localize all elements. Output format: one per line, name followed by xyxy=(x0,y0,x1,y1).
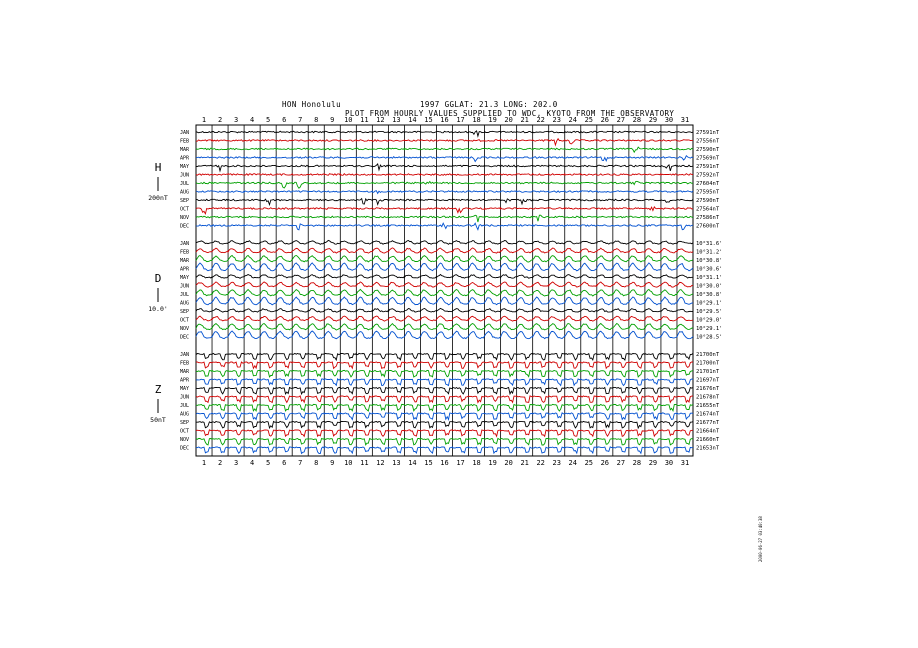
day-label-bottom: 22 xyxy=(536,459,545,467)
month-label: FEB xyxy=(180,138,190,145)
day-label-top: 29 xyxy=(648,116,658,124)
day-label-top: 26 xyxy=(600,116,610,124)
month-label: JUL xyxy=(180,403,190,409)
month-label: NOV xyxy=(180,215,190,221)
month-label: FEB xyxy=(180,360,190,367)
month-label: APR xyxy=(180,377,190,384)
day-label-bottom: 1 xyxy=(201,459,207,467)
day-label-top: 27 xyxy=(616,116,626,124)
day-label-bottom: 19 xyxy=(488,459,497,467)
trace-D-NOV xyxy=(196,324,693,331)
day-label-top: 7 xyxy=(298,116,303,124)
day-label-top: 2 xyxy=(217,116,223,124)
trace-Z-AUG xyxy=(196,413,693,420)
baseline-label: 21700nT xyxy=(696,352,720,358)
day-label-bottom: 25 xyxy=(584,459,594,467)
baseline-label: 10°30.0' xyxy=(696,283,723,290)
baseline-label: 10°29.5' xyxy=(696,309,723,315)
month-label: JAN xyxy=(180,130,190,136)
day-label-bottom: 13 xyxy=(392,459,401,467)
trace-H-MAY xyxy=(196,164,693,171)
month-label: AUG xyxy=(180,411,190,418)
baseline-label: 21697nT xyxy=(696,377,720,384)
trace-Z-DEC xyxy=(196,447,693,454)
month-label: AUG xyxy=(180,189,190,196)
month-label: JUN xyxy=(180,172,190,179)
trace-D-APR xyxy=(196,263,693,271)
day-label-top: 17 xyxy=(456,116,465,124)
day-label-top: 18 xyxy=(472,116,481,124)
day-label-bottom: 6 xyxy=(282,459,287,467)
month-label: SEP xyxy=(180,198,190,204)
baseline-label: 27591nT xyxy=(696,164,720,170)
component-label: D xyxy=(154,272,162,285)
day-label-bottom: 30 xyxy=(664,459,674,467)
scale-label: 10.0' xyxy=(148,305,168,313)
day-label-top: 4 xyxy=(250,116,255,124)
scale-label: 200nT xyxy=(148,194,168,202)
baseline-label: 27600nT xyxy=(696,223,720,230)
month-label: OCT xyxy=(180,317,190,324)
trace-Z-JUL xyxy=(196,404,693,411)
day-label-bottom: 14 xyxy=(408,459,417,467)
baseline-label: 27591nT xyxy=(696,130,720,136)
day-label-bottom: 2 xyxy=(217,459,223,467)
day-label-top: 19 xyxy=(488,116,497,124)
baseline-label: 27590nT xyxy=(696,198,720,204)
day-label-top: 16 xyxy=(440,116,449,124)
day-label-bottom: 15 xyxy=(424,459,433,467)
day-label-bottom: 26 xyxy=(600,459,610,467)
day-label-bottom: 27 xyxy=(616,459,626,467)
trace-D-AUG xyxy=(196,297,693,305)
month-label: OCT xyxy=(180,206,190,213)
trace-Z-MAY xyxy=(196,387,693,394)
baseline-label: 21674nT xyxy=(696,411,720,418)
day-label-top: 1 xyxy=(201,116,207,124)
chart-traces xyxy=(196,131,693,454)
trace-H-FEB xyxy=(196,139,693,145)
month-label: MAY xyxy=(180,386,190,392)
trace-Z-NOV xyxy=(196,438,693,445)
component-label: H xyxy=(154,161,162,174)
trace-Z-JUN xyxy=(196,396,693,403)
day-label-bottom: 23 xyxy=(552,459,561,467)
scale-label: 50nT xyxy=(150,416,166,424)
day-label-top: 10 xyxy=(344,116,353,124)
day-label-top: 21 xyxy=(520,116,529,124)
month-label: NOV xyxy=(180,326,190,332)
baseline-label: 10°29.0' xyxy=(696,317,723,324)
trace-H-NOV xyxy=(196,215,693,222)
trace-H-JUL xyxy=(196,181,693,188)
day-label-bottom: 12 xyxy=(376,459,385,467)
day-label-top: 11 xyxy=(360,116,369,124)
day-label-top: 12 xyxy=(376,116,385,124)
baseline-label: 21664nT xyxy=(696,428,720,435)
day-label-bottom: 20 xyxy=(504,459,513,467)
data-source-note: PLOT FROM HOURLY VALUES SUPPLIED TO WDC, KYOTO FROM THE OBSERVATORY xyxy=(345,109,675,118)
baseline-label: 27564nT xyxy=(696,206,720,213)
trace-H-MAR xyxy=(196,147,693,152)
month-label: JUN xyxy=(180,283,190,290)
trace-H-AUG xyxy=(196,191,693,194)
day-label-bottom: 3 xyxy=(233,459,239,467)
day-label-top: 6 xyxy=(282,116,287,124)
day-label-top: 20 xyxy=(504,116,513,124)
day-label-bottom: 5 xyxy=(266,459,271,467)
day-label-bottom: 21 xyxy=(520,459,529,467)
baseline-label: 27586nT xyxy=(696,215,720,221)
baseline-label: 21701nT xyxy=(696,369,720,375)
month-label: DEC xyxy=(180,334,190,341)
month-label: DEC xyxy=(180,223,190,230)
day-label-top: 23 xyxy=(552,116,561,124)
baseline-label: 10°30.6' xyxy=(696,266,723,273)
day-label-bottom: 17 xyxy=(456,459,465,467)
trace-Z-JAN xyxy=(196,353,693,360)
month-label: APR xyxy=(180,155,190,162)
month-label: JAN xyxy=(180,352,190,358)
day-label-top: 5 xyxy=(266,116,271,124)
baseline-label: 21655nT xyxy=(696,403,720,409)
month-label: JUL xyxy=(180,292,190,298)
baseline-label: 21660nT xyxy=(696,437,720,443)
day-label-bottom: 11 xyxy=(360,459,369,467)
trace-H-SEP xyxy=(196,199,693,205)
day-label-bottom: 7 xyxy=(298,459,303,467)
baseline-label: 27556nT xyxy=(696,138,720,145)
baseline-label: 10°30.8' xyxy=(696,258,723,264)
trace-D-MAY xyxy=(196,275,693,279)
trace-D-JUL xyxy=(196,289,693,296)
month-label: SEP xyxy=(180,309,190,315)
baseline-label: 27604nT xyxy=(696,181,720,187)
station-title: HON Honolulu xyxy=(282,100,341,109)
day-label-top: 30 xyxy=(664,116,674,124)
day-label-bottom: 29 xyxy=(648,459,658,467)
trace-D-SEP xyxy=(196,308,693,312)
trace-Z-MAR xyxy=(196,370,693,377)
trace-H-JAN xyxy=(196,131,693,136)
trace-H-OCT xyxy=(196,207,693,214)
station-coordinates: 1997 GGLAT: 21.3 LONG: 202.0 xyxy=(420,100,558,109)
month-label: FEB xyxy=(180,249,190,256)
month-label: JUN xyxy=(180,394,190,401)
month-label: MAR xyxy=(180,369,190,375)
baseline-label: 10°31.6' xyxy=(696,241,723,247)
month-label: MAR xyxy=(180,258,190,264)
month-label: MAY xyxy=(180,164,190,170)
month-label: MAR xyxy=(180,147,190,153)
month-label: NOV xyxy=(180,437,190,443)
baseline-label: 10°31.1' xyxy=(696,275,723,281)
day-label-bottom: 4 xyxy=(250,459,255,467)
month-label: APR xyxy=(180,266,190,273)
plot-timestamp: 2000-06-27 03:40:38 xyxy=(758,516,763,562)
day-label-top: 9 xyxy=(330,116,335,124)
baseline-label: 10°30.8' xyxy=(696,292,723,298)
day-label-top: 25 xyxy=(584,116,594,124)
baseline-label: 21676nT xyxy=(696,386,720,392)
day-label-top: 15 xyxy=(424,116,433,124)
baseline-label: 10°31.2' xyxy=(696,249,723,256)
day-label-top: 8 xyxy=(314,116,319,124)
baseline-label: 27592nT xyxy=(696,172,720,179)
baseline-label: 10°28.5' xyxy=(696,334,723,341)
baseline-label: 10°29.1' xyxy=(696,326,723,332)
trace-D-JUN xyxy=(196,282,693,287)
trace-D-MAR xyxy=(196,256,693,263)
baseline-label: 10°29.1' xyxy=(696,300,723,307)
day-label-bottom: 28 xyxy=(632,459,642,467)
month-label: DEC xyxy=(180,445,190,452)
day-label-top: 24 xyxy=(568,116,577,124)
baseline-label: 27590nT xyxy=(696,147,720,153)
month-label: MAY xyxy=(180,275,190,281)
trace-D-JAN xyxy=(196,240,693,244)
trace-Z-SEP xyxy=(196,421,693,428)
trace-D-OCT xyxy=(196,316,693,321)
month-label: AUG xyxy=(180,300,190,307)
day-label-top: 22 xyxy=(536,116,545,124)
day-label-top: 31 xyxy=(680,116,690,124)
trace-H-DEC xyxy=(196,223,693,230)
trace-H-JUN xyxy=(196,174,693,176)
baseline-label: 27595nT xyxy=(696,189,720,196)
month-label: OCT xyxy=(180,428,190,435)
trace-Z-OCT xyxy=(196,430,693,437)
baseline-label: 21700nT xyxy=(696,360,720,367)
day-label-top: 3 xyxy=(233,116,239,124)
month-label: JUL xyxy=(180,181,190,187)
day-label-bottom: 10 xyxy=(344,459,353,467)
component-label: Z xyxy=(154,383,162,396)
month-label: JAN xyxy=(180,241,190,247)
trace-Z-APR xyxy=(196,379,693,386)
day-label-top: 14 xyxy=(408,116,417,124)
day-label-bottom: 16 xyxy=(440,459,449,467)
day-label-bottom: 9 xyxy=(330,459,335,467)
day-label-bottom: 8 xyxy=(314,459,319,467)
day-label-bottom: 24 xyxy=(568,459,577,467)
trace-D-FEB xyxy=(196,248,693,253)
day-label-top: 28 xyxy=(632,116,642,124)
day-label-bottom: 18 xyxy=(472,459,481,467)
trace-Z-FEB xyxy=(196,362,693,369)
trace-H-APR xyxy=(196,156,693,162)
day-label-bottom: 31 xyxy=(680,459,690,467)
day-label-top: 13 xyxy=(392,116,401,124)
baseline-label: 21678nT xyxy=(696,394,720,401)
baseline-label: 21653nT xyxy=(696,445,720,452)
baseline-label: 21677nT xyxy=(696,420,720,426)
trace-D-DEC xyxy=(196,331,693,339)
baseline-label: 27569nT xyxy=(696,155,720,162)
month-label: SEP xyxy=(180,420,190,426)
